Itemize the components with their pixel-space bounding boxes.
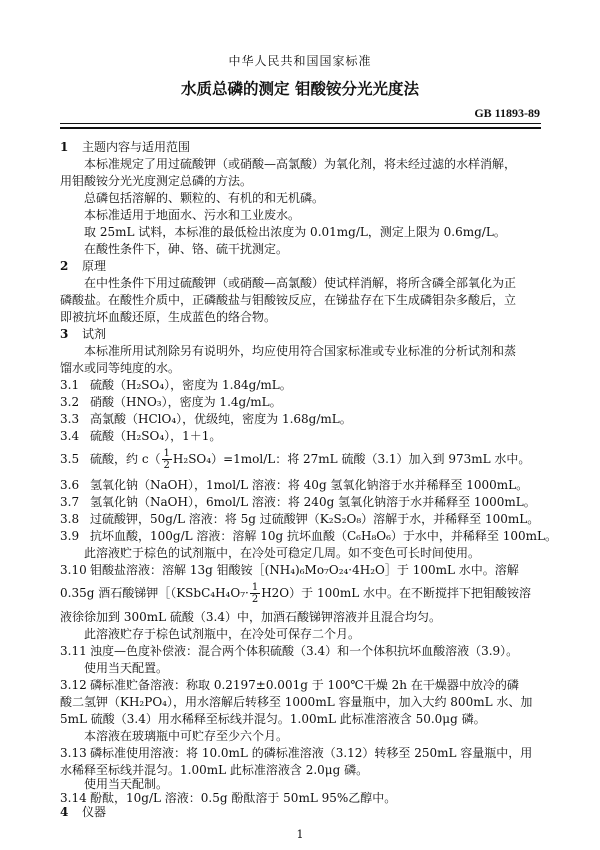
paragraph-line: 即被抗坏血酸还原，生成蓝色的络合物。 xyxy=(60,310,277,324)
item-text: 抗坏血酸，100g/L 溶液：溶解 10g 抗坏血酸（C₆H₈O₆）于水中，并稀释至 100mL。 xyxy=(90,529,557,543)
item-number: 3.3 xyxy=(60,412,80,426)
reagent-item xyxy=(60,791,546,806)
item-number: 3.13 xyxy=(60,746,87,760)
reagent-item xyxy=(60,446,546,472)
item-number: 3.4 xyxy=(60,429,80,443)
item-text: 酚酞，10g/L 溶液：0.5g 酚酞溶于 50mL 95%乙醇中。 xyxy=(90,791,397,805)
standard-label: 中华人民共和国国家标准 xyxy=(228,54,372,68)
fraction xyxy=(162,448,172,471)
item-number: 3.2 xyxy=(60,395,80,409)
paragraph-line: 本标准适用于地面水、污水和工业废水。 xyxy=(84,208,301,222)
paragraph-line: 使用当天配制。 xyxy=(84,777,169,791)
paragraph-line: 液徐徐加到 300mL 硫酸（3.4）中，加酒石酸锑钾溶液并且混合均匀。 xyxy=(60,610,441,624)
paragraph-line: 总磷包括溶解的、颗粒的、有机的和无机磷。 xyxy=(84,191,325,205)
item-number: 3.6 xyxy=(60,478,80,492)
paragraph-line: 本标准规定了用过硫酸钾（或硝酸—高氯酸）为氧化剂，将未经过滤的水样消解， xyxy=(84,157,517,171)
paragraph-line: 此溶液贮存于棕色试剂瓶中，在冷处可保存二个月。 xyxy=(84,627,361,641)
item-text: 硝酸（HNO₃），密度为 1.4g/mL。 xyxy=(90,395,282,409)
item-number: 3.11 xyxy=(60,644,87,658)
item-text: 浊度—色度补偿液：混合两个体积硫酸（3.4）和一个体积抗坏血酸溶液（3.9）。 xyxy=(90,644,519,658)
item-text: 过硫酸钾，50g/L 溶液：将 5g 过硫酸钾（K₂S₂O₈）溶解于水，并稀释至 100mL。 xyxy=(90,512,540,526)
header-rule-thick xyxy=(60,127,541,129)
item-text: 磷标准使用溶液：将 10.0mL 的磷标准溶液（3.12）转移至 250mL 容量瓶中，用 xyxy=(90,746,533,760)
item-number: 3.5 xyxy=(60,452,80,466)
item-text-post: H2O）于 100mL 水中。在不断搅拌下把钼酸铵溶 xyxy=(261,586,532,600)
item-number: 3.12 xyxy=(60,678,87,692)
item-text: 磷标准贮备溶液：称取 0.2197±0.001g 于 100℃干燥 2h 在干燥器中放冷的磷 xyxy=(90,678,519,692)
item-text: 高氯酸（HClO₄），优级纯，密度为 1.68g/mL。 xyxy=(90,412,352,426)
fraction-denominator: 2 xyxy=(251,594,259,605)
item-number: 3.10 xyxy=(60,563,87,577)
section-title: 仪器 xyxy=(82,805,107,819)
standard-code: GB 11893-89 xyxy=(474,106,540,120)
paragraph-line: 用钼酸铵分光光度测定总磷的方法。 xyxy=(60,174,253,188)
reagent-item xyxy=(60,746,546,761)
reagent-item xyxy=(60,512,546,527)
header-rule-thin xyxy=(60,123,541,124)
item-text-pre: 硫酸，约 c（ xyxy=(90,452,161,466)
item-text: 氢氧化钠（NaOH），1mol/L 溶液：将 40g 氢氧化钠溶于水并稀释至 1000mL。 xyxy=(90,478,529,492)
reagent-item xyxy=(60,478,546,493)
paragraph-line: 在酸性条件下，砷、铬、硫干扰测定。 xyxy=(84,242,289,256)
item-text-post: H₂SO₄）=1mol/L：将 27mL 硫酸（3.1）加入到 973mL 水中。 xyxy=(172,452,531,466)
item-text: 钼酸盐溶液：溶解 13g 钼酸铵［(NH₄)₆Mo₇O₂₄·4H₂O］于 100mL 水中。溶解 xyxy=(90,563,519,577)
item-text: 硫酸（H₂SO₄），1＋1。 xyxy=(90,429,222,443)
paragraph-line: 在中性条件下用过硫酸钾（或硝酸—高氯酸）使试样消解，将所含磷全部氧化为正 xyxy=(84,276,517,290)
paragraph-line: 5mL 硫酸（3.4）用水稀释至标线并混匀。1.00mL 此标准溶液含 50.0μg 磷。 xyxy=(60,712,486,726)
section-2-heading xyxy=(60,259,546,274)
paragraph-line: 本溶液在玻璃瓶中可贮存至少六个月。 xyxy=(84,729,289,743)
page-number: 1 xyxy=(296,828,304,841)
item-number: 3.9 xyxy=(60,529,80,543)
fraction-numerator: 1 xyxy=(251,582,259,593)
section-number: 2 xyxy=(60,259,69,273)
section-title: 主题内容与适用范围 xyxy=(82,140,191,154)
reagent-item xyxy=(60,644,546,659)
reagent-item xyxy=(60,395,546,410)
item-number: 3.7 xyxy=(60,495,80,509)
section-title: 原理 xyxy=(82,259,107,273)
section-1-heading xyxy=(60,140,546,155)
section-number: 4 xyxy=(60,805,69,819)
reagent-item xyxy=(60,563,546,578)
item-number: 3.14 xyxy=(60,791,87,805)
fraction-denominator: 2 xyxy=(163,460,170,471)
reagent-item xyxy=(60,678,546,693)
document-title: 水质总磷的测定 钼酸铵分光光度法 xyxy=(181,79,419,98)
section-title: 试剂 xyxy=(82,327,107,341)
paragraph-line: 取 25mL 试料，本标准的最低检出浓度为 0.01mg/L，测定上限为 0.6mg/L。 xyxy=(84,225,506,239)
paragraph-line xyxy=(60,580,546,606)
paragraph-line: 酸二氢钾（KH₂PO₄），用水溶解后转移至 1000mL 容量瓶中，加入大约 800mL 水、加 xyxy=(60,695,533,709)
paragraph-line: 馏水或同等纯度的水。 xyxy=(60,361,181,375)
fraction-numerator: 1 xyxy=(163,448,170,459)
reagent-item xyxy=(60,529,557,544)
paragraph-line: 水稀释至标线并混匀。1.00mL 此标准溶液含 2.0μg 磷。 xyxy=(60,763,369,777)
reagent-item xyxy=(60,429,546,444)
item-text: 氢氧化钠（NaOH），6mol/L 溶液：将 240g 氢氧化钠溶于水并稀释至 1000mL。 xyxy=(90,495,536,509)
paragraph-line: 本标准所用试剂除另有说明外，均应使用符合国家标准或专业标准的分析试剂和蒸 xyxy=(84,344,517,358)
reagent-item xyxy=(60,495,546,510)
section-3-heading xyxy=(60,327,546,342)
paragraph-line: 使用当天配置。 xyxy=(84,661,169,675)
section-number: 3 xyxy=(60,327,69,341)
fraction xyxy=(250,582,260,605)
item-number: 3.8 xyxy=(60,512,80,526)
reagent-item xyxy=(60,378,546,393)
reagent-item xyxy=(60,412,546,427)
item-text-pre: 0.35g 酒石酸锑钾［（KSbC₄H₄O₇· xyxy=(60,586,249,600)
item-number: 3.1 xyxy=(60,378,80,392)
paragraph-line: 此溶液贮于棕色的试剂瓶中，在冷处可稳定几周。如不变色可长时间使用。 xyxy=(84,546,481,560)
section-4-heading xyxy=(60,805,546,820)
section-number: 1 xyxy=(60,140,69,154)
paragraph-line: 磷酸盐。在酸性介质中，正磷酸盐与钼酸铵反应，在锑盐存在下生成磷钼杂多酸后，立 xyxy=(60,293,517,307)
item-text: 硫酸（H₂SO₄），密度为 1.84g/mL。 xyxy=(90,378,292,392)
